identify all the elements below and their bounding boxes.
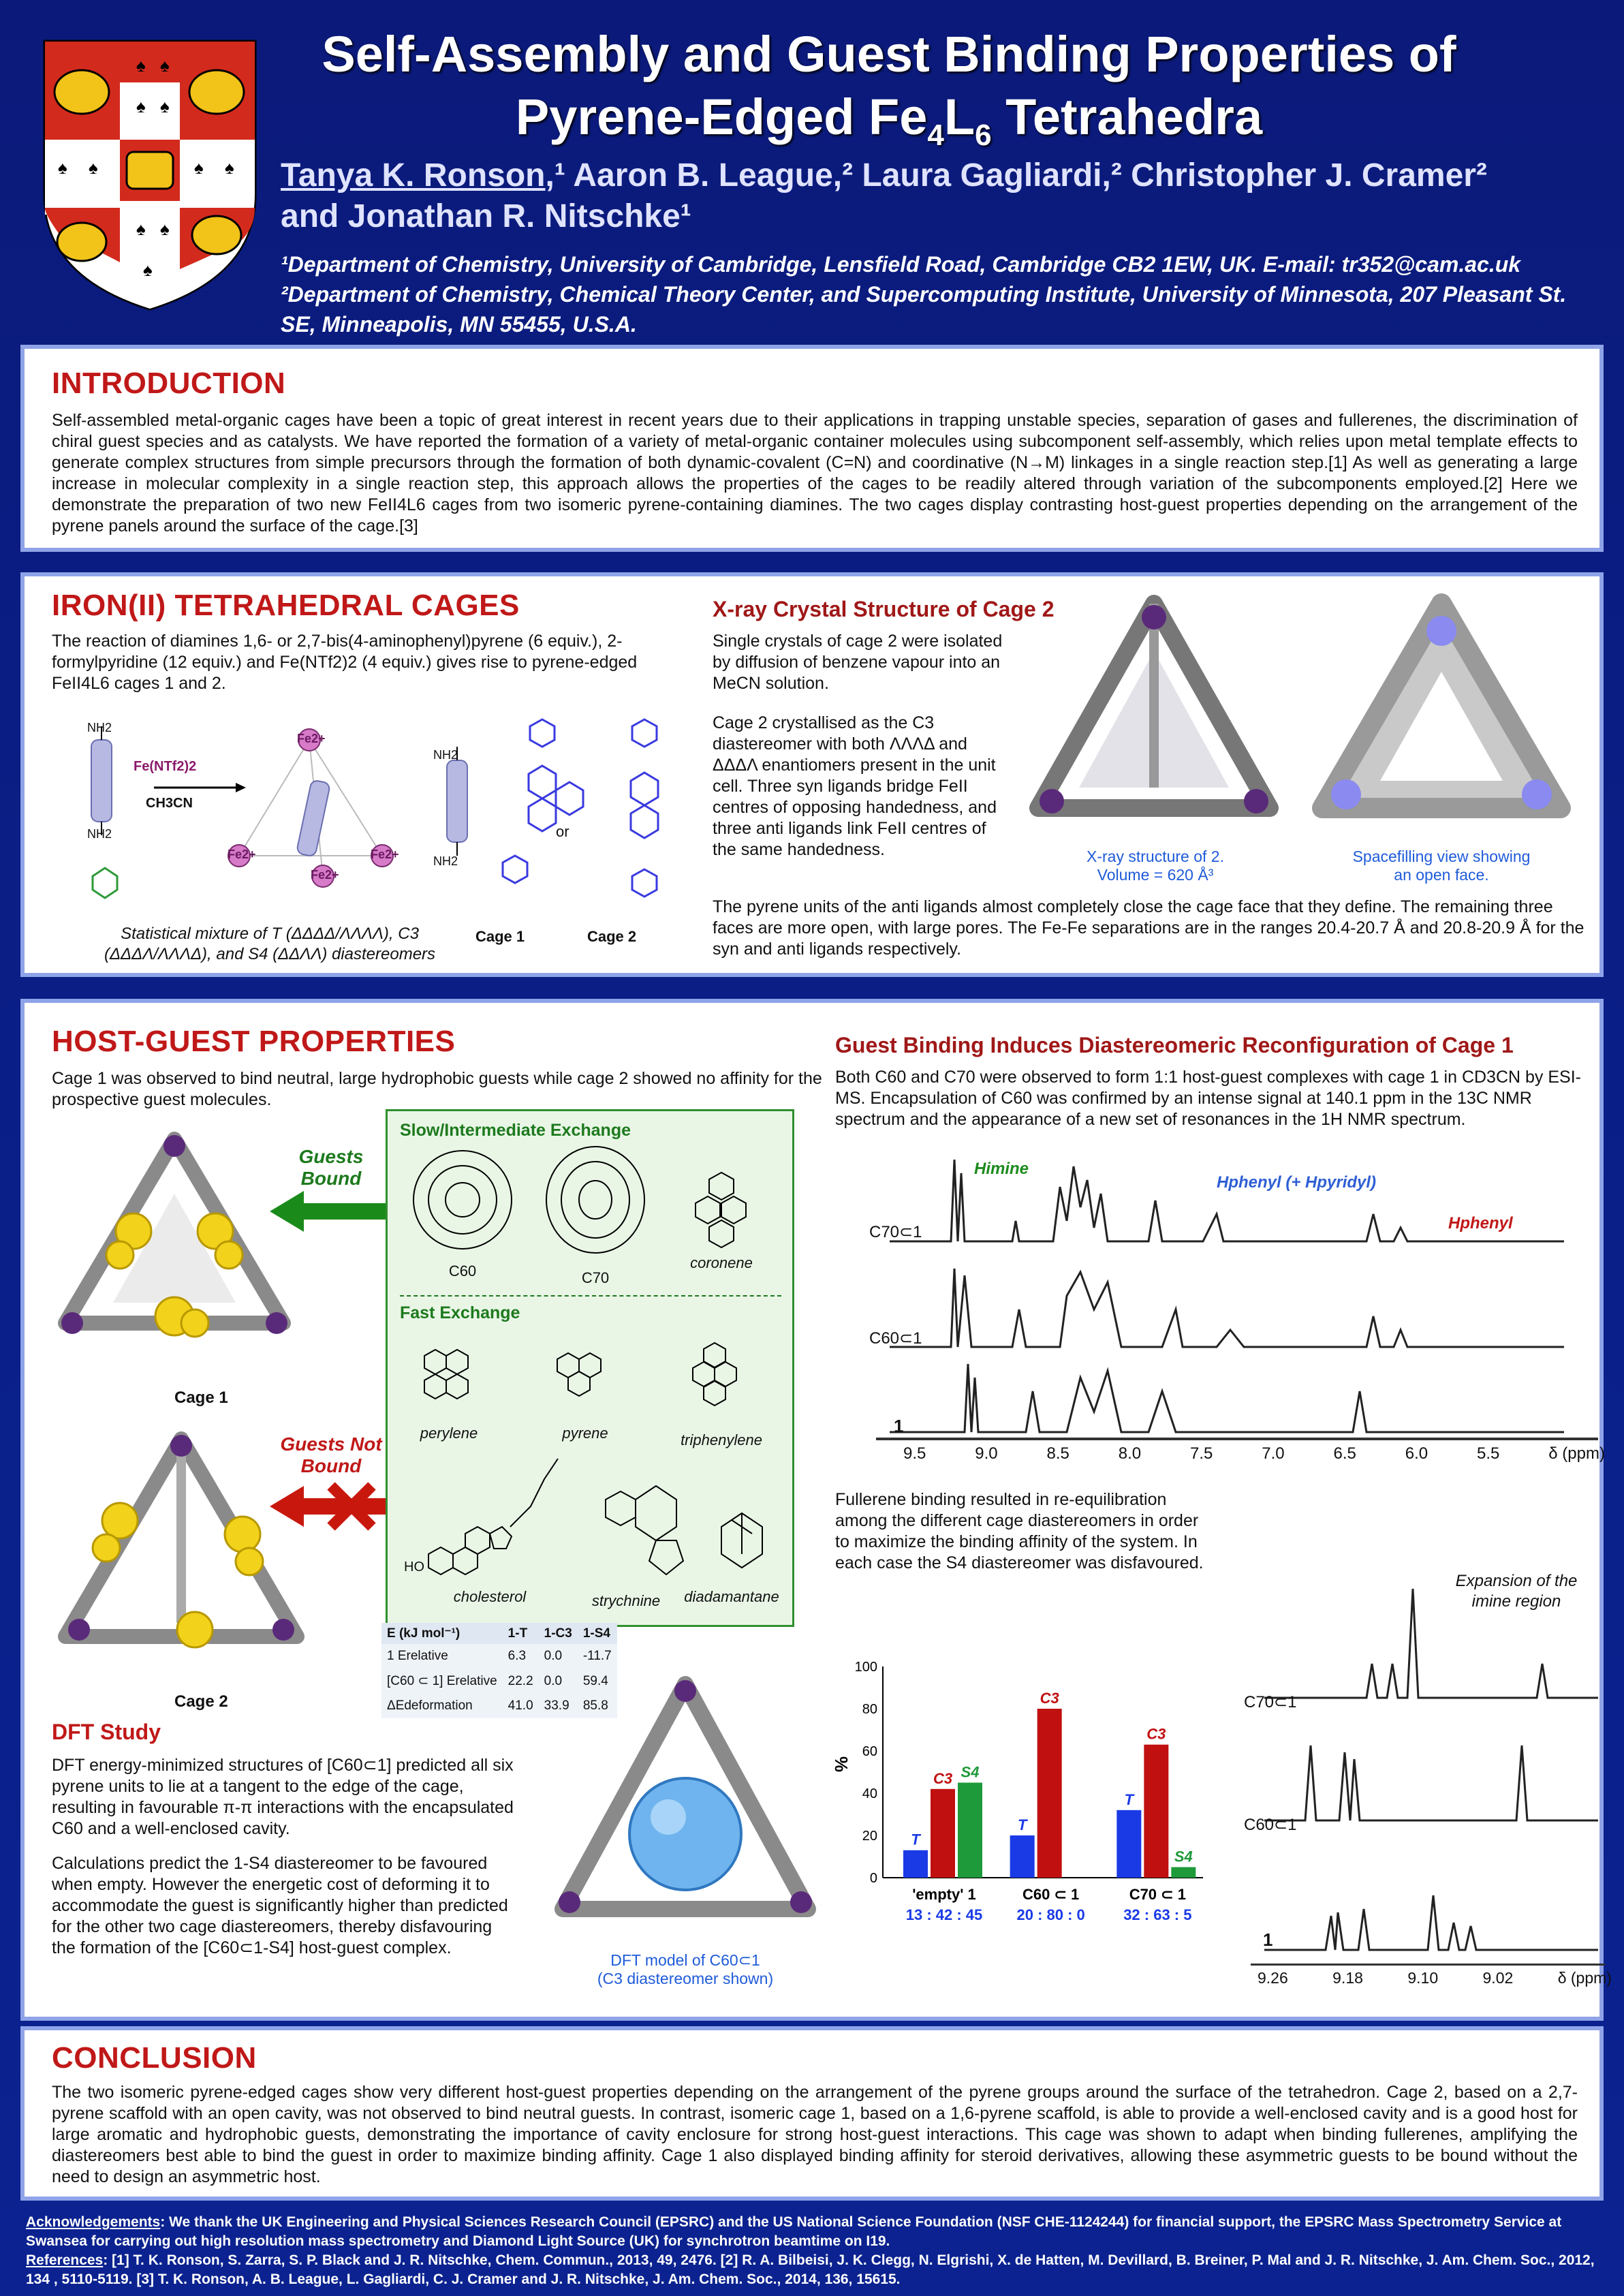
guest-coronene-label: coronene <box>690 1254 753 1271</box>
host-guest-panel <box>20 999 1612 2021</box>
guest-triphenylene-label: triphenylene <box>681 1431 762 1448</box>
bar-C3 <box>931 1789 955 1878</box>
nmr-expansion-chart <box>1244 1562 1612 1984</box>
presenting-author: Tanya K. Ronson <box>281 157 546 193</box>
xray-heading: X-ray Crystal Structure of Cage 2 <box>713 597 1055 621</box>
footer-notes <box>26 2213 1599 2289</box>
bar-series-label: T <box>1124 1790 1134 1808</box>
nmr-axis-line <box>876 1438 1598 1440</box>
conclusion-heading: CONCLUSION <box>52 2041 257 2075</box>
bar-T <box>1010 1835 1035 1878</box>
bar-S4 <box>1171 1867 1196 1878</box>
guest-c70-label: C70 <box>581 1269 610 1286</box>
ppm-tick: δ (ppm) <box>1548 1444 1605 1463</box>
or-label: or <box>556 823 569 840</box>
ppm-tick: 9.10 <box>1407 1969 1439 1987</box>
iron-cages-panel <box>20 572 1604 977</box>
table-header: 1-C3 <box>539 1623 578 1644</box>
steroid-guest-molecules-diagram <box>401 1452 783 1595</box>
y-tick-label: 20 <box>862 1829 877 1844</box>
ppm-tick: 6.5 <box>1333 1444 1356 1463</box>
expansion-trace-label: C60⊂1 <box>1244 1816 1297 1834</box>
ppm-tick: 9.5 <box>903 1444 926 1463</box>
y-tick-label: 80 <box>862 1702 877 1717</box>
ppm-tick: 5.5 <box>1477 1444 1500 1463</box>
introduction-panel <box>20 345 1604 552</box>
conclusion-panel <box>20 2026 1604 2201</box>
cage2-label: Cage 2 <box>587 928 637 945</box>
introduction-heading: INTRODUCTION <box>52 367 286 400</box>
bar-T <box>1116 1810 1141 1878</box>
guest-binding-heading: Guest Binding Induces Diastereomeric Reconfiguration of Cage 1 <box>835 1033 1514 1057</box>
reagent-iron-salt: Fe(NTf2)2 <box>134 759 197 774</box>
guest-perylene-label: perylene <box>420 1425 478 1442</box>
fast-exchange-molecules-diagram <box>401 1329 783 1425</box>
host-guest-text: Cage 1 was observed to bind neutral, large hydrophobic guests while cage 2 showed no affinity for the prospective guest molecules. <box>52 1069 822 1109</box>
references-text: : [1] T. K. Ronson, S. Zarra, S. P. Black and J. R. Nitschke, Chem. Commun., 2013, 49, 2476. [2] R. A. Bilbeisi, J. K. Clegg, N. Elgrishi, X. de Hatten, M. Devillard, B. Breiner, P. Mal and J. R. Nitschke, J. Am. Chem. Soc., 2012, 134 , 5110-5119. [3] T. K. Ronson, A. B. League, L. Gagliardi, C. J. Cramer and J. R. Nitschke, J. Am. Chem. Soc., 2014, 136, 15615. <box>26 2252 1595 2287</box>
expansion-axis-line <box>1251 1964 1605 1966</box>
guest-diadamantane-label: diadamantane <box>684 1588 779 1605</box>
bar-series-label: T <box>1017 1816 1027 1833</box>
dft-text-2: Calculations predict the 1-S4 diastereomer to be favoured when empty. However the energetic cost of deforming it to accommodate the guest is significantly higher than predicted for the other two cage diastereomers, thereby disfavouring the formation of the [C60⊂1-S4] host-guest complex. <box>52 1854 508 1957</box>
diastereomer-caption: Statistical mixture of T (ΔΔΔΔ/ΛΛΛΛ), C3 (ΔΔΔΛ/ΛΛΛΔ), and S4 (ΔΔΛΛ) diastereomers <box>104 925 436 963</box>
y-tick-label: 100 <box>854 1660 877 1675</box>
x-category-label: C60 ⊂ 1 <box>1022 1886 1080 1903</box>
ppm-tick: 9.0 <box>975 1444 998 1463</box>
table-row: [C60 ⊂ 1] Erelative 22.2 0.0 59.4 <box>381 1669 617 1694</box>
cage2-image-label: Cage 2 <box>174 1692 228 1711</box>
ratio-label: 20 : 80 : 0 <box>1016 1906 1085 1923</box>
table-header: 1-T <box>503 1623 539 1644</box>
bar-series-label: T <box>911 1831 920 1848</box>
ppm-tick: 7.0 <box>1262 1444 1285 1463</box>
dft-model-image <box>542 1664 828 1950</box>
affiliations: ¹Department of Chemistry, University of Cambridge, Lensfield Road, Cambridge CB2 1EW, UK. E-mail: tr352@cam.ac.uk ²Department of Chemistry, Chemical Theory Center, and Supercomputing Institute, University of Minnesota, 207 Pleasant St. SE, Minneapolis, MN 55455, U.S.A. <box>281 252 1567 337</box>
table-row: 1 Erelative 6.3 0.0 -11.7 <box>381 1644 617 1669</box>
ppm-tick: δ (ppm) <box>1557 1969 1612 1987</box>
xray-text-1: Single crystals of cage 2 were isolated by diffusion of benzene vapour into an MeCN solution. <box>713 632 1003 693</box>
cambridge-crest-logo <box>41 37 259 313</box>
nh2-label-bottom: NH2 <box>87 827 112 841</box>
guest-binding-text: Both C60 and C70 were observed to form 1:1 host-guest complexes with cage 1 in CD3CN by ESI-MS. Encapsulation of C60 was confirmed by an intense signal at 140.1 ppm in the 13C NMR spectrum and the appearance of a new set of resonances in the 1H NMR spectrum. <box>835 1068 1581 1129</box>
bar-C3 <box>1144 1745 1168 1878</box>
conclusion-text: The two isomeric pyrene-edged cages show very different host-guest properties depending on the arrangement of the pyrene groups around the surface of the tetrahedron. Cage 2, based on a 2,7-pyrene scaffold with an open cavity, was not observed to bind neutral guests. In contrast, isomeric cage 1, based on a 1,6-pyrene scaffold, is able to provide a well-enclosed cavity and is a good host for large aromatic and hydrophobic guests, demonstrating the importance of cavity enclosure for strong host-guest interactions. This cage was shown to adapt when binding fullerenes, amplifying the diastereomers best able to bind the guest in order to maximize binding affinity. Cage 1 also displayed binding affinity for steroid derivatives, allowing these asymmetric guests to be bound without the need to design an asymmetric host. <box>52 2083 1578 2186</box>
references-label: References <box>26 2252 104 2268</box>
exchange-divider <box>400 1295 781 1297</box>
cage1-label: Cage 1 <box>475 928 525 945</box>
ppm-tick: 6.0 <box>1405 1444 1428 1463</box>
nmr-ppm-axis <box>903 1444 1605 1463</box>
ppm-tick: 9.02 <box>1482 1969 1514 1987</box>
ratio-label: 13 : 42 : 45 <box>905 1906 983 1923</box>
fe-label-left: Fe2+ <box>228 848 256 861</box>
iron-cages-heading: IRON(II) TETRAHEDRAL CAGES <box>52 589 520 622</box>
bar-series-label: S4 <box>961 1763 980 1781</box>
fe-label-right: Fe2+ <box>371 848 399 861</box>
guest-c60-label: C60 <box>448 1262 477 1279</box>
expansion-ppm-axis <box>1258 1969 1612 1987</box>
x-category-label: 'empty' 1 <box>912 1886 976 1903</box>
fe-label-top: Fe2+ <box>297 732 326 745</box>
nh2-label-top: NH2 <box>87 721 112 734</box>
acknowledgements-label: Acknowledgements <box>26 2214 161 2230</box>
expansion-caption: Expansion of the imine region <box>1455 1572 1578 1611</box>
cage1-structure-image <box>45 1119 304 1364</box>
table-row: ΔEdeformation 41.0 33.9 85.8 <box>381 1694 617 1718</box>
svg-text:♠: ♠ <box>160 219 170 239</box>
bar-T <box>903 1850 928 1878</box>
nmr-phenyl-pyridyl-label: Hphenyl (+ Hpyridyl) <box>1217 1173 1377 1192</box>
svg-text:♠: ♠ <box>58 157 67 178</box>
author-list: Tanya K. Ronson,¹ Aaron B. League,² Laura Gagliardi,² Christopher J. Cramer² and Jonathan R. Nitschke¹ <box>281 157 1487 234</box>
x-category-label: C70 ⊂ 1 <box>1129 1886 1186 1903</box>
guest-cholesterol-label: cholesterol <box>453 1588 527 1605</box>
y-axis-label: % <box>831 1756 852 1772</box>
spacefilling-caption: Spacefilling view showing an open face. <box>1352 848 1531 884</box>
ppm-tick: 8.0 <box>1118 1444 1142 1463</box>
expansion-trace-label: C70⊂1 <box>1244 1693 1297 1711</box>
nh2-label-rod-bottom: NH2 <box>433 854 458 868</box>
fast-exchange-heading: Fast Exchange <box>400 1303 520 1322</box>
fullerene-binding-text: Fullerene binding resulted in re-equilibration among the different cage diastereomers in order to maximize the binding affinity of the system. In each case the S4 diastereomer was disfavoured. <box>835 1490 1204 1572</box>
guests-bound-label: Guests Bound <box>298 1146 364 1189</box>
nmr-imine-label: Himine <box>974 1160 1029 1178</box>
slow-exchange-heading: Slow/Intermediate Exchange <box>400 1121 631 1140</box>
ratio-label: 32 : 63 : 5 <box>1123 1906 1192 1923</box>
bar-S4 <box>958 1783 982 1878</box>
bar-series-label: C3 <box>1146 1725 1166 1743</box>
xray-text-3: The pyrene units of the anti ligands almost completely close the cage face that they define. The remaining three faces are more open, with large pores. The Fe-Fe separations are in the ranges 20.4-20.7 Å and 20.8-20.9 Å for the syn and anti ligands respectively. <box>713 897 1584 959</box>
hydroxyl-label: HO <box>404 1560 424 1574</box>
nh2-label-rod-top: NH2 <box>433 748 458 762</box>
dft-text-1: DFT energy-minimized structures of [C60⊂1] predicted all six pyrene units to lie at a tangent to the edge of the cage, resulting in favourable π-π interactions with the encapsulated C60 and a well-enclosed cavity. <box>52 1756 514 1838</box>
cage1-image-label: Cage 1 <box>174 1389 228 1407</box>
nmr-trace-label: C70⊂1 <box>869 1223 922 1241</box>
reagent-solvent: CH3CN <box>146 796 193 811</box>
svg-text:♠: ♠ <box>160 55 170 76</box>
poster-title: Self-Assembly and Guest Binding Properties of Pyrene-Edged $Fe_4L_6$ Tetrahedra <box>322 26 1456 152</box>
dft-heading: DFT Study <box>52 1720 161 1744</box>
ppm-tick: 8.5 <box>1046 1444 1069 1463</box>
dft-model-caption: DFT model of C60⊂1 (C3 diastereomer shown) <box>597 1951 774 1987</box>
nmr-trace-label: 1 <box>894 1416 904 1436</box>
y-tick-label: 60 <box>862 1744 877 1759</box>
guest-pyrene-label: pyrene <box>562 1425 608 1442</box>
diastereomer-distribution-bar-chart <box>831 1653 1217 1953</box>
introduction-text: Self-assembled metal-organic cages have been a topic of great interest in recent years due to their applications in trapping unstable species, separation of gases and fullerenes, the discrimination of chiral guest species and as catalysts. We have reported the formation of a variety of metal-organic container molecules using subcomponent self-assembly, which relies upon metal template effects to generate complex structures from simple precursors through the formation of both dynamic-covalent (C=N) and coordinative (N→M) linkages in a single reaction step.[1] As well as generating a large increase in molecular complexity in a single reaction step, this approach allows the properties of the cages to be readily altered through variation of the subcomponents employed.[2] Here we demonstrate the preparation of two new FeII4L6 cages from two isomeric pyrene-containing diamines. The two cages display contrasting host-guest properties depending on the arrangement of the pyrene panels around the surface of the cage.[3] <box>52 411 1578 536</box>
svg-text:♠: ♠ <box>194 157 204 178</box>
ppm-tick: 9.18 <box>1332 1969 1363 1987</box>
guest-molecules-box <box>386 1109 794 1627</box>
ppm-tick: 7.5 <box>1190 1444 1213 1463</box>
xray-text-2: Cage 2 crystallised as the C3 diastereomer with both ΛΛΛΔ and ΔΔΔΛ enantiomers present in the unit cell. Three syn ligands bridge FeII centres of opposing handedness, and three anti ligands link FeII centres of the same handedness. <box>713 713 997 859</box>
svg-text:♠: ♠ <box>160 96 170 117</box>
slow-exchange-molecules-diagram <box>401 1145 783 1268</box>
host-guest-heading: HOST-GUEST PROPERTIES <box>52 1025 456 1058</box>
y-tick-label: 40 <box>862 1786 877 1801</box>
svg-text:♠: ♠ <box>136 55 146 76</box>
xray-caption: X-ray structure of 2. Volume = 620 Å³ <box>1087 848 1224 884</box>
svg-text:♠: ♠ <box>136 96 146 117</box>
bar-C3 <box>1037 1709 1062 1878</box>
bar-series-label: S4 <box>1174 1848 1193 1865</box>
guests-not-bound-label: Guests Not Bound <box>280 1433 382 1476</box>
table-header: 1-S4 <box>578 1623 617 1644</box>
bar-series-label: C3 <box>1040 1690 1059 1707</box>
iron-cages-text: The reaction of diamines 1,6- or 2,7-bis(4-aminophenyl)pyrene (6 equiv.), 2-formylpyridine (12 equiv.) and Fe(NTf2)2 (4 equiv.) gives rise to pyrene-edged FeII4L6 cages 1 and 2. <box>52 632 638 693</box>
bar-series-label: C3 <box>933 1769 953 1787</box>
guest-strychnine-label: strychnine <box>591 1592 661 1609</box>
expansion-trace-label: 1 <box>1263 1929 1273 1950</box>
nmr-phenyl-label: Hphenyl <box>1448 1214 1513 1232</box>
svg-text:♠: ♠ <box>143 260 153 280</box>
nmr-trace-label: C60⊂1 <box>869 1329 922 1348</box>
spacefilling-view-image <box>1305 590 1578 849</box>
y-tick-label: 0 <box>869 1871 877 1886</box>
acknowledgements-text: : We thank the UK Engineering and Physical Sciences Research Council (EPSRC) and the US National Science Foundation (NSF CHE-1124244) for financial support, the EPSRC Mass Spectrometry Service at Swansea for carrying out high resolution mass spectrometry and Diamond Light Source (UK) for synchrotron beamtime on I19. <box>26 2214 1562 2249</box>
svg-text:♠: ♠ <box>136 219 146 239</box>
svg-text:♠: ♠ <box>225 157 234 178</box>
fe-label-bottom: Fe2+ <box>311 868 339 882</box>
table-header: E (kJ mol⁻¹) <box>381 1623 503 1644</box>
xray-structure-image <box>1018 590 1290 849</box>
ppm-tick: 9.26 <box>1258 1969 1288 1987</box>
svg-text:♠: ♠ <box>89 157 98 178</box>
